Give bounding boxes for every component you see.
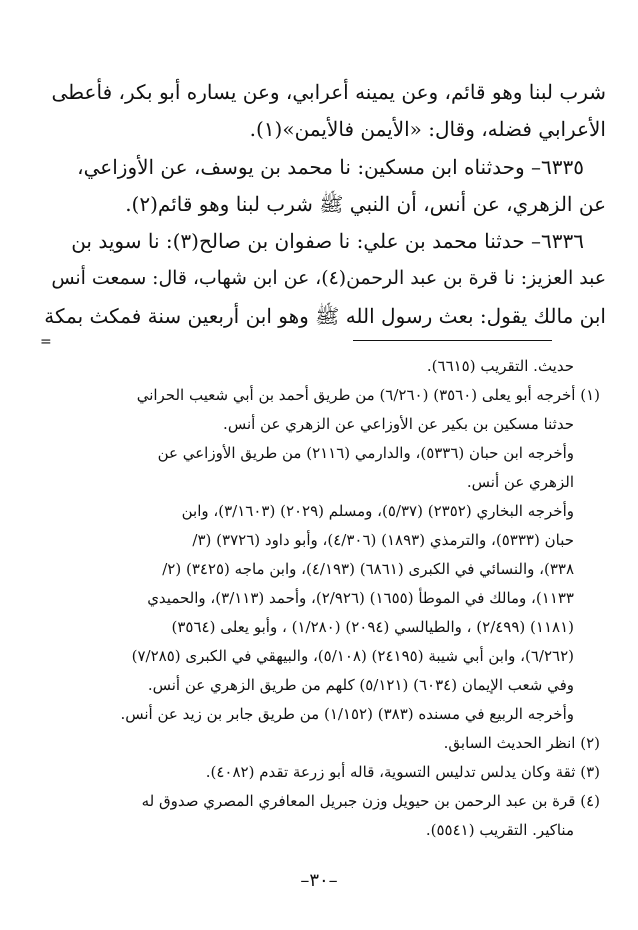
main-line: عن الزهري، عن أنس، أن النبي ﷺ شرب لبنا وهو قائم(٢). (125, 191, 606, 216)
hadith-6335-start: ٦٣٣٥– وحدثناه ابن مسكين: نا محمد بن يوسف، عن الأوزاعي، (77, 154, 584, 179)
footnote-line: وفي شعب الإيمان (٦٠٣٤) (٥/١٢١) كلهم من طريق الزهري عن أنس. (147, 676, 574, 694)
footnote-line: حديث. التقريب (٦٦١٥). (426, 357, 574, 375)
footnote-line: وأخرجه البخاري (٢٣٥٢) (٥/٣٧)، ومسلم (٢٠٢٩) (٣/١٦٠٣)، وابن (181, 502, 574, 520)
footnote-line: (١١٨١) (٢/٤٩٩) ، والطيالسي (٢٠٩٤) (١/٢٨٠) ، وأبو يعلى (٣٥٦٤) (171, 618, 574, 636)
footnote-line: وأخرجه ابن حبان (٥٣٣٦)، والدارمي (٢١١٦) من طريق الأوزاعي عن (157, 444, 574, 462)
footnote-line: حبان (٥٣٣٣)، والترمذي (١٨٩٣) (٤/٣٠٦)، وأبو داود (٣٧٢٦) (٣/ (192, 531, 574, 549)
footnote-line: حدثنا مسكين بن بكير عن الأوزاعي عن الزهري عن أنس. (223, 415, 574, 433)
footnote-line: ١١٣٣)، ومالك في الموطأ (١٦٥٥) (٢/٩٢٦)، وأحمد (٣/١١٣)، والحميدي (147, 589, 574, 607)
main-line: الأعرابي فضله، وقال: «الأيمن فالأيمن»(١). (249, 117, 606, 142)
footnote-3: (٣) ثقة وكان يدلس تدليس التسوية، قاله أبو زرعة تقدم (٤٠٨٢). (205, 763, 600, 781)
main-text-block (40, 74, 606, 335)
footnote-line: ٣٣٨)، والنسائي في الكبرى (٦٨٦١) (٤/١٩٣)، وابن ماجه (٣٤٢٥) (٢/ (162, 560, 574, 578)
main-line: ابن مالك يقول: بعث رسول الله ﷺ وهو ابن أربعين سنة فمكث بمكة (44, 303, 606, 328)
page-number: –٣٠– (300, 870, 338, 891)
footnote-1: (١) أخرجه أبو يعلى (٣٥٦٠) (٦/٢٦٠) من طريق أحمد بن أبي شعيب الحراني (136, 386, 600, 404)
footnote-line: وأخرجه الربيع في مسنده (٣٨٣) (١/١٥٢) من طريق جابر بن زيد عن أنس. (120, 705, 574, 723)
footnote-line: (٦/٢٦٢)، وابن أبي شيبة (٢٤١٩٥) (٥/١٠٨)، والبيهقي في الكبرى (٧/٢٨٥) (131, 647, 574, 665)
footnote-separator (353, 340, 552, 341)
footnotes-block (46, 352, 600, 845)
footnote-4: (٤) قرة بن عبد الرحمن بن حيويل وزن جبريل المعافري المصري صدوق له (141, 792, 600, 810)
main-line: شرب لبنا وهو قائم، وعن يمينه أعرابي، وعن يساره أبو بكر، فأعطى (51, 80, 606, 104)
hadith-6336-start: ٦٣٣٦– حدثنا محمد بن علي: نا صفوان بن صالح(٣): نا سويد بن (71, 229, 584, 254)
footnote-2: (٢) انظر الحديث السابق. (443, 734, 600, 752)
continuation-mark: = (40, 334, 52, 350)
footnote-line: الزهري عن أنس. (466, 473, 574, 491)
footnote-line: مناكير. التقريب (٥٥٤١). (425, 821, 574, 839)
main-line: عبد العزيز: نا قرة بن عبد الرحمن(٤)، عن ابن شهاب، قال: سمعت أنس (51, 268, 606, 290)
